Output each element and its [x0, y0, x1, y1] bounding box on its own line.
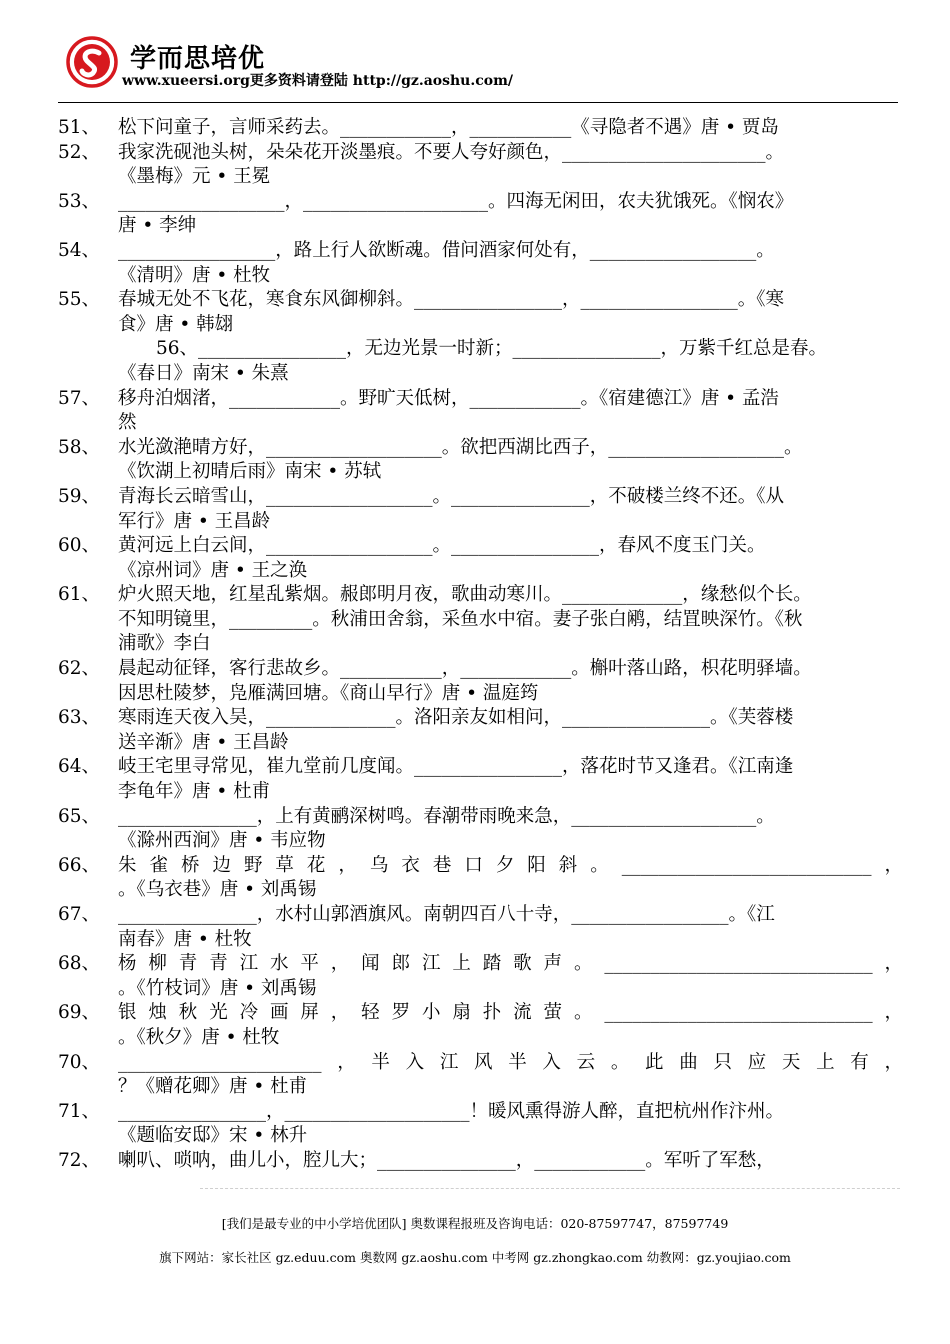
question-line: [58, 411, 903, 436]
question-item: [58, 141, 903, 190]
question-text: 炉火照天地，红星乱紫烟。赧郎明月夜，歌曲动寒川。_____________，缘愁似个长。: [118, 584, 812, 606]
question-text: 。《竹枝词》唐 • 刘禹锡: [118, 977, 317, 999]
question-line: [58, 141, 903, 166]
question-line: [58, 534, 903, 559]
question-list: [58, 116, 903, 1174]
question-item: [58, 485, 903, 534]
question-text: 岐王宅里寻常见，崔九堂前几度闻。________________，落花时节又逢君。《江南逢: [118, 756, 794, 778]
question-number: 59、: [58, 485, 101, 507]
header-divider: [58, 102, 898, 103]
question-number: 58、: [58, 436, 101, 458]
question-line: [58, 682, 903, 707]
question-number: 69、: [58, 1002, 101, 1024]
question-line: [58, 977, 903, 1002]
question-text: 黄河远上白云间，__________________。________________，春风不度玉门关。: [118, 535, 766, 557]
question-line: [58, 190, 903, 215]
question-item: [58, 706, 903, 755]
question-line: [58, 1051, 903, 1076]
question-line: [58, 731, 903, 756]
question-line: [58, 755, 903, 780]
question-text: 喇叭、唢呐，曲儿小，腔儿大；_______________，____________。军听了军愁，: [118, 1149, 775, 1171]
question-text: 南春》唐 • 杜牧: [118, 928, 252, 950]
question-number: 68、: [58, 953, 101, 975]
question-item: [58, 337, 903, 386]
question-item: [58, 805, 903, 854]
question-line: [58, 854, 903, 879]
question-text: ________________，____________________！暖风熏得游人醉，直把杭州作汴州。: [118, 1100, 785, 1122]
question-text: 杨柳青青江水平，闻郎江上踏歌声。_____________________________，: [118, 953, 903, 975]
question-line: [58, 878, 903, 903]
question-item: [58, 583, 903, 657]
question-text: 李龟年》唐 • 杜甫: [118, 781, 271, 803]
question-line: [58, 1100, 903, 1125]
site-links: [122, 70, 513, 90]
question-item: [58, 854, 903, 903]
question-text: 《题临安邸》宋 • 林升: [118, 1125, 308, 1147]
question-item: [58, 903, 903, 952]
site-prefix[interactable]: www.xueersi.org: [122, 73, 250, 89]
question-line: [58, 1124, 903, 1149]
question-line: [58, 583, 903, 608]
question-text: 唐 • 李绅: [118, 215, 197, 237]
question-line: [58, 805, 903, 830]
question-number: 62、: [58, 658, 101, 680]
question-line: [58, 928, 903, 953]
question-text: 银烛秋光冷画屏，轻罗小扇扑流萤。_____________________________，: [118, 1002, 903, 1024]
question-item: [58, 387, 903, 436]
question-text: ______________________，半入江风半入云。此曲只应天上有，: [118, 1051, 903, 1073]
question-line: [58, 510, 903, 535]
question-text: 青海长云暗雪山，__________________。_______________，不破楼兰终不还。《从: [118, 485, 785, 507]
question-line: [58, 1026, 903, 1051]
question-line: [58, 1149, 903, 1174]
question-text: 送辛渐》唐 • 王昌龄: [118, 731, 289, 753]
question-number: 70、: [58, 1051, 101, 1073]
question-number: 72、: [58, 1149, 101, 1171]
question-line: [58, 264, 903, 289]
question-line: [58, 436, 903, 461]
question-text: ？《赠花卿》唐 • 杜甫: [118, 1076, 308, 1098]
question-text: __________________，____________________。四海无闲田，农夫犹饿死。《悯农》: [118, 190, 794, 212]
question-text: _______________，上有黄鹂深树鸣。春潮带雨晚来急，____________________。: [118, 805, 775, 827]
question-number: 55、: [58, 289, 101, 311]
question-item: [58, 1001, 903, 1050]
question-text: 《清明》唐 • 杜牧: [118, 264, 271, 286]
question-line: [58, 337, 903, 362]
question-text: 我家洗砚池头树，朵朵花开淡墨痕。不要人夸好颜色，______________________。: [118, 141, 785, 163]
question-item: [58, 190, 903, 239]
question-line: [58, 288, 903, 313]
question-line: [58, 559, 903, 584]
question-text: 《饮湖上初晴后雨》南宋 • 苏轼: [118, 461, 382, 483]
question-item: [58, 239, 903, 288]
question-text: 松下问童子，言师采药去。____________，___________《寻隐者不遇》唐 • 贾岛: [118, 117, 779, 138]
question-item: [58, 436, 903, 485]
question-number: 52、: [58, 141, 101, 163]
question-line: [58, 780, 903, 805]
question-line: [58, 362, 903, 387]
question-number: 66、: [58, 854, 101, 876]
question-line: [58, 632, 903, 657]
question-line: [58, 313, 903, 338]
question-text: 《凉州词》唐 • 王之涣: [118, 559, 308, 581]
question-text: 《墨梅》元 • 王冕: [118, 166, 271, 188]
question-text: 食》唐 • 韩翃: [118, 313, 234, 335]
question-item: [58, 116, 903, 141]
question-item: [58, 657, 903, 706]
question-line: [58, 657, 903, 682]
question-text: 不知明镜里，_________。秋浦田舍翁，采鱼水中宿。妻子张白鹇，结罝映深竹。《秋: [118, 608, 803, 630]
question-text: 军行》唐 • 王昌龄: [118, 510, 271, 532]
question-number: 51、: [58, 117, 101, 138]
question-line: [58, 485, 903, 510]
question-item: [58, 1149, 903, 1174]
question-text: 春城无处不飞花，寒食东风御柳斜。________________，_________________。《寒: [118, 289, 785, 311]
question-item: [58, 1051, 903, 1100]
question-line: [58, 1001, 903, 1026]
question-line: [58, 706, 903, 731]
question-line: [58, 116, 903, 141]
question-line: [58, 387, 903, 412]
brand-name: 学而思培优: [130, 44, 266, 74]
question-text: 。《乌衣巷》唐 • 刘禹锡: [118, 879, 317, 901]
question-text: 浦歌》李白: [118, 633, 211, 655]
question-text: 然: [118, 412, 137, 434]
footer-divider: [200, 1188, 900, 1189]
question-item: [58, 288, 903, 337]
question-number: 71、: [58, 1100, 101, 1122]
question-line: [58, 903, 903, 928]
question-line: [58, 239, 903, 264]
question-text: 朱雀桥边野草花，乌衣巷口夕阳斜。___________________________，: [118, 854, 903, 876]
question-number: 54、: [58, 239, 101, 261]
question-text: 寒雨连天夜入吴，______________。洛阳亲友如相问，________________。《芙蓉楼: [118, 707, 794, 729]
question-text: 水光潋滟晴方好，___________________。欲把西湖比西子，___________________。: [118, 436, 803, 458]
question-text: 《滁州西涧》唐 • 韦应物: [118, 830, 326, 852]
question-line: [58, 165, 903, 190]
question-line: [58, 952, 903, 977]
question-text: _______________，水村山郭酒旗风。南朝四百八十寺，_________________。《江: [118, 904, 775, 925]
question-number: 61、: [58, 584, 101, 606]
question-number: 65、: [58, 805, 101, 827]
question-item: [58, 534, 903, 583]
question-item: [58, 755, 903, 804]
xueersi-logo-icon: [66, 36, 118, 88]
question-text: _________________，路上行人欲断魂。借问酒家何处有，__________________。: [118, 239, 775, 261]
question-line: [58, 608, 903, 633]
question-number: 64、: [58, 756, 101, 778]
question-number: 67、: [58, 904, 101, 925]
question-item: [58, 952, 903, 1001]
question-text: 晨起动征铎，客行悲故乡。___________，____________。槲叶落山路，枳花明驿墙。: [118, 658, 812, 680]
question-number: 60、: [58, 535, 101, 557]
page-header: [58, 32, 898, 102]
question-number: 57、: [58, 387, 101, 409]
footer-contact: [我们是最专业的中小学培优团队] 奥数课程报班及咨询电话：020-87597747，87597749: [221, 1216, 729, 1231]
question-text: 移舟泊烟渚，____________。野旷天低树，____________。《宿建德江》唐 • 孟浩: [118, 387, 779, 409]
question-line: [58, 460, 903, 485]
footer-sites: 旗下网站：家长社区 gz.eduu.com 奥数网 gz.aoshu.com 中考网 gz.zhongkao.com 幼教网：gz.youjiao.com: [159, 1250, 791, 1265]
question-text: 56、________________，无边光景一时新；________________，万紫千红总是春。: [156, 338, 828, 360]
site-more[interactable]: 更多资料请登陆 http://gz.aoshu.com/: [249, 73, 514, 89]
question-line: [58, 214, 903, 239]
question-number: 63、: [58, 707, 101, 729]
question-number: 53、: [58, 190, 101, 212]
question-text: 。《秋夕》唐 • 杜牧: [118, 1026, 280, 1048]
question-text: 因思杜陵梦，凫雁满回塘。《商山早行》唐 • 温庭筠: [118, 682, 539, 704]
question-text: 《春日》南宋 • 朱熹: [118, 362, 289, 384]
question-line: [58, 1075, 903, 1100]
question-item: [58, 1100, 903, 1149]
question-line: [58, 829, 903, 854]
